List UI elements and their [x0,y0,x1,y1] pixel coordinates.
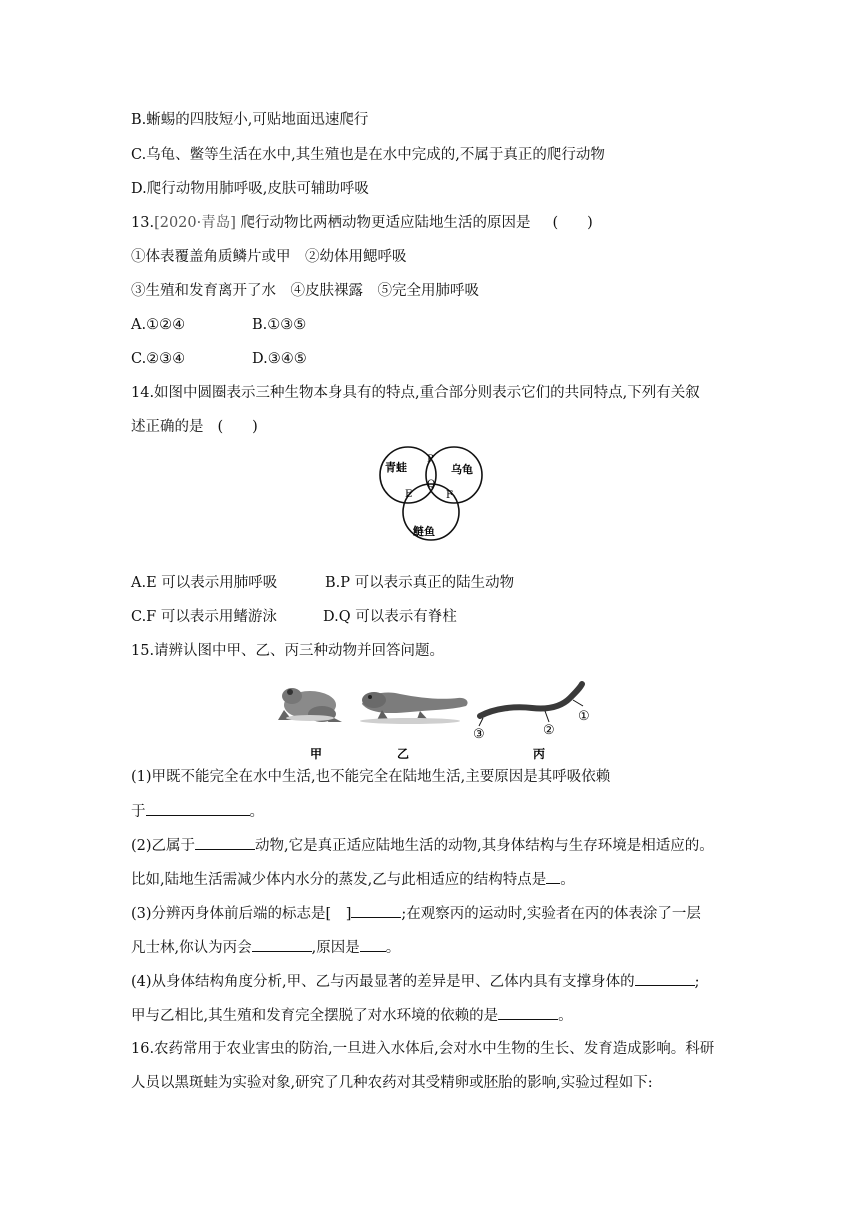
animals-figure [270,678,600,766]
region-f-label: F [446,490,453,501]
q13-stem [131,213,593,233]
label-yi: 乙 [397,747,410,761]
venn-diagram [370,440,500,550]
q15-part3-line2 [131,937,400,958]
label-bing: 丙 [533,747,546,761]
q14-stem-line-2 [131,417,258,437]
q14-option-d: D.Q 可以表示有脊柱 [323,609,457,625]
q15-part2-line1 [131,835,714,856]
q15-part2-text-a: (2)乙属于 [131,838,196,854]
q15-stem: 15.请辨认图中甲、乙、丙三种动物并回答问题。 [131,643,445,659]
label-jia: 甲 [310,747,323,761]
q13-question: 爬行动物比两栖动物更适应陆地生活的原因是 [235,215,531,231]
region-q-label: Q [427,479,436,490]
q15-part4-text-b: ; [694,974,700,990]
q15-part4-end: 。 [558,1008,573,1024]
q15-part4-line1 [131,971,700,992]
q15-part2-end: 。 [560,872,575,888]
q12-option-b: B.蜥蜴的四肢短小,可贴地面迅速爬行 [131,112,369,128]
q13-answer-paren: ( ) [552,215,593,231]
q15-part2-line2 [131,869,575,890]
turtle-label: 乌龟 [451,463,473,476]
q15-part1-line2 [131,801,264,822]
q15-part2-blank-1[interactable] [195,835,255,850]
q14-option-a: A.E 可以表示用肺呼吸 [131,575,278,591]
worm-label-3: ③ [473,727,485,742]
q15-part1-blank[interactable] [146,801,250,816]
q12-option-c: C.乌龟、鳖等生活在水中,其生殖也是在水中完成的,不属于真正的爬行动物 [131,147,605,163]
region-p-label: P [427,454,434,465]
q16-line-2: 人员以黑斑蛙为实验对象,研究了几种农药对其受精卵或胚胎的影响,实验过程如下: [131,1075,653,1091]
q14-stem-line-1: 14.如图中圆圈表示三种生物本身具有的特点,重合部分则表示它们的共同特点,下列有关叙 [131,385,700,401]
q15-part3-line1 [131,903,701,924]
region-e-label: E [405,489,413,500]
q14-options-cd [131,607,457,627]
q13-options-cd [131,349,307,369]
q15-part2-blank-2[interactable] [546,869,560,884]
lizard-picture [360,692,468,724]
q12-option-d: D.爬行动物用肺呼吸,皮肤可辅助呼吸 [131,181,369,197]
q15-part1-line1: (1)甲既不能完全在水中生活,也不能完全在陆地生活,主要原因是其呼吸依赖 [131,769,611,785]
worm-label-1: ① [578,709,590,724]
q13-option-b: B.①③⑤ [252,317,307,333]
q15-part3-blank-1[interactable] [351,903,401,918]
q15-part4-line2 [131,1005,573,1026]
q13-source: [2020·青岛] [154,215,236,231]
q13-number: 13. [131,215,155,231]
q14-options-ab [131,573,514,593]
q15-part3-text-c: 凡士林,你认为丙会 [131,940,252,956]
fish-label: 鲢鱼 [413,525,435,538]
q14-option-b: B.P 可以表示真正的陆生动物 [325,575,515,591]
q15-part3-text-a: (3)分辨丙身体前后端的标志是[ ] [131,906,352,922]
q15-part4-blank-1[interactable] [635,971,695,986]
q13-options-ab [131,315,306,335]
q15-part3-blank-3[interactable] [360,937,386,952]
q14-question: 述正确的是 [131,419,204,435]
q13-option-c: C.②③④ [131,351,186,367]
earthworm-picture [479,684,583,726]
q16-line-1: 16.农药常用于农业害虫的防治,一旦进入水体后,会对水中生物的生长、发育造成影响。科研 [131,1041,715,1057]
q15-part2-text-b: 动物,它是真正适应陆地生活的动物,其身体结构与生存环境是相适应的。 [255,838,714,854]
q15-part4-blank-2[interactable] [498,1005,558,1020]
q15-part4-text-a: (4)从身体结构角度分析,甲、乙与丙最显著的差异是甲、乙体内具有支撑身体的 [131,974,635,990]
frog-picture [278,688,342,722]
q15-part1-text: 于 [131,804,146,820]
q13-items-2: ③生殖和发育离开了水 ④皮肤裸露 ⑤完全用肺呼吸 [131,283,479,299]
q14-option-c: C.F 可以表示用鳍游泳 [131,609,277,625]
q15-part4-text-c: 甲与乙相比,其生殖和发育完全摆脱了对水环境的依赖的是 [131,1008,499,1024]
q14-answer-paren: ( ) [217,419,258,435]
q13-option-d: D.③④⑤ [252,351,307,367]
q15-part3-end: 。 [385,940,401,956]
q15-part3-text-d: ,原因是 [311,940,360,956]
q15-part1-end: 。 [249,804,264,820]
q15-part3-blank-2[interactable] [252,937,312,952]
q15-part3-text-b: ;在观察丙的运动时,实验者在丙的体表涂了一层 [401,906,701,922]
q15-part2-text-c: 比如,陆地生活需减少体内水分的蒸发,乙与此相适应的结构特点是 [131,872,547,888]
worm-label-2: ② [543,723,555,738]
frog-label: 青蛙 [385,461,407,474]
q13-option-a: A.①②④ [131,317,186,333]
q13-items-1: ①体表覆盖角质鳞片或甲 ②幼体用鳃呼吸 [131,249,407,265]
